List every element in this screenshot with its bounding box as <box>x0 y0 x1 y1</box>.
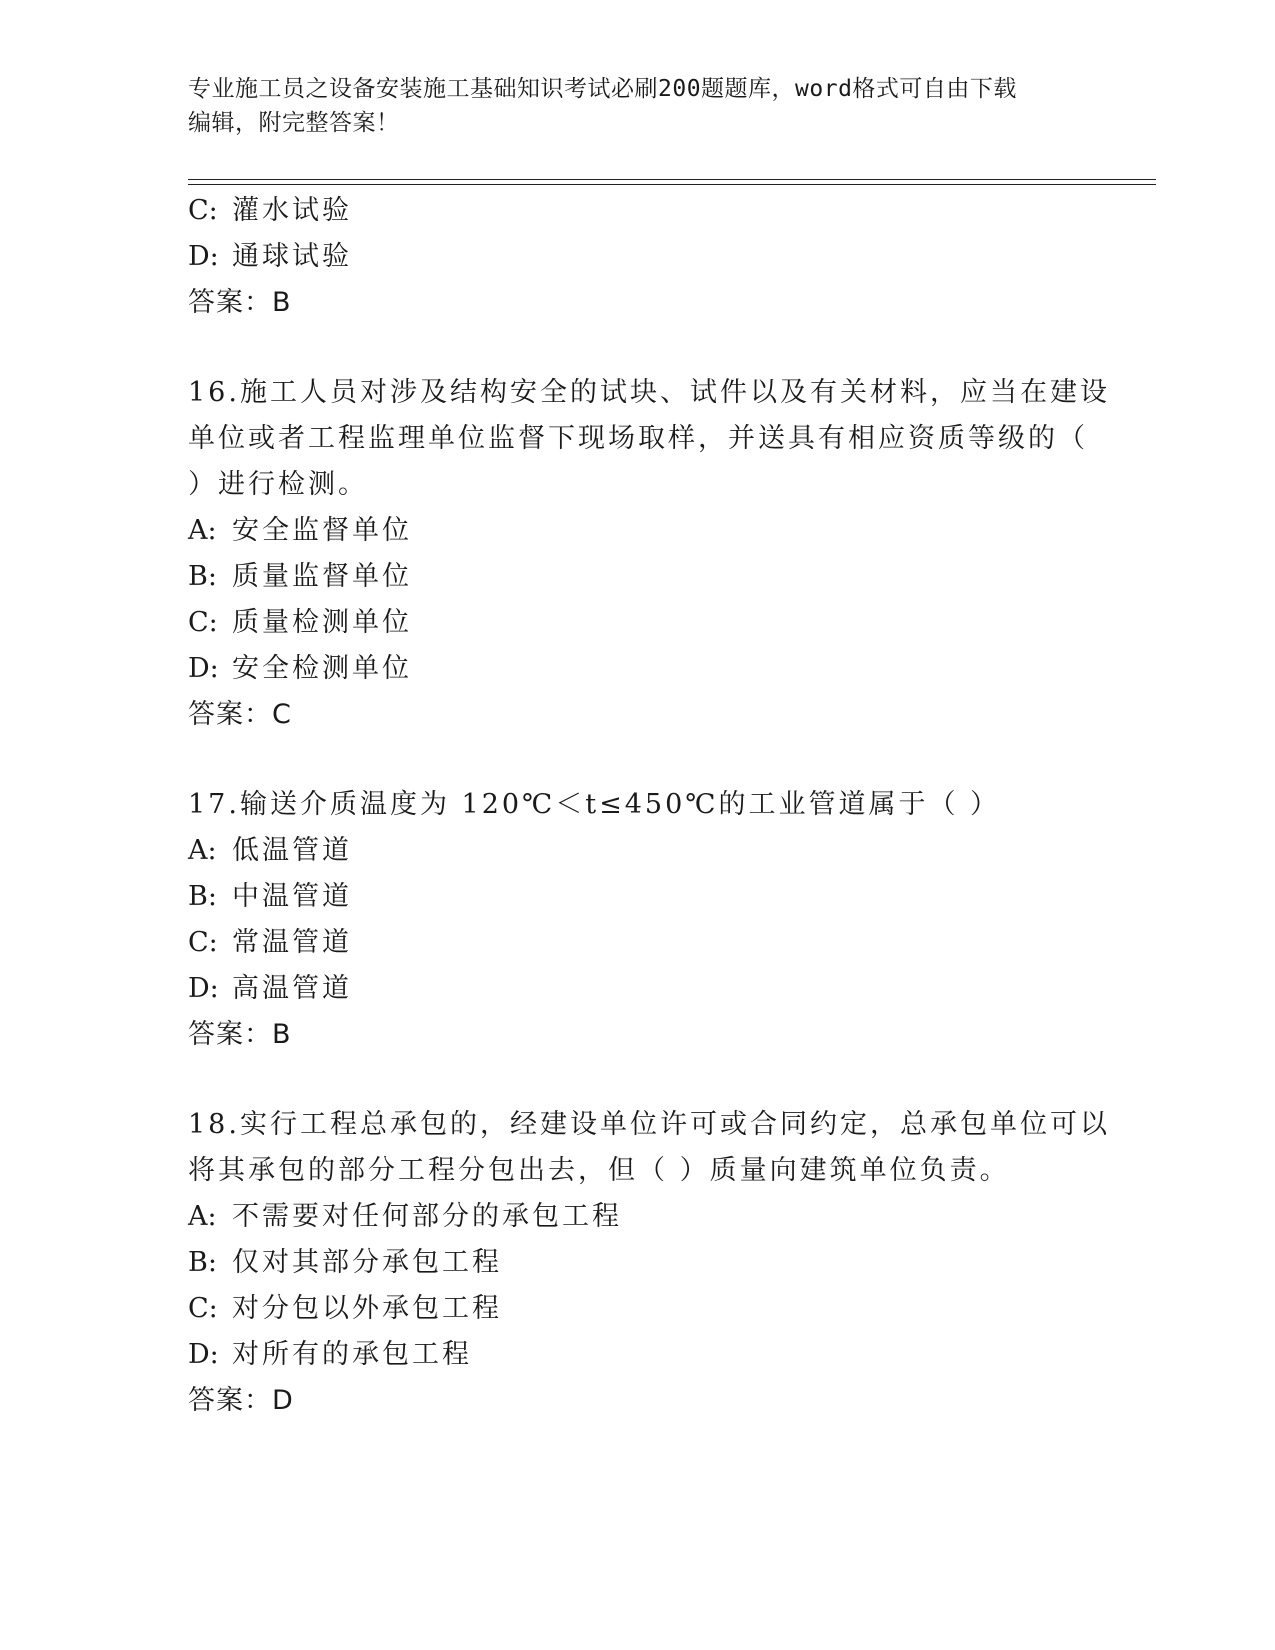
option-key: C: <box>188 607 218 638</box>
answer-line: 答案：C <box>188 699 292 730</box>
option-text: 低温管道 <box>232 835 352 866</box>
option-c <box>188 920 1088 966</box>
option-key: A: <box>188 835 217 866</box>
option-key: D: <box>188 973 219 1004</box>
answer-line: 答案：B <box>188 287 292 318</box>
document-body <box>188 188 1110 1424</box>
question-17 <box>188 782 1088 1058</box>
option-d <box>188 234 1088 280</box>
option-text: 灌水试验 <box>232 195 352 226</box>
question-text-line: 单位或者工程监理单位监督下现场取样，并送具有相应资质等级的（ <box>188 423 1088 454</box>
option-key: C: <box>188 927 218 958</box>
option-d <box>188 1332 1088 1378</box>
header-rule-bottom <box>188 184 1156 185</box>
question-text-line: 18.实行工程总承包的，经建设单位许可或合同约定，总承包单位可以 <box>188 1109 1110 1140</box>
option-text: 安全检测单位 <box>232 653 412 684</box>
answer-line: 答案：B <box>188 1019 292 1050</box>
question-15 <box>188 188 1088 326</box>
header-line-2: 编辑，附完整答案！ <box>188 110 400 136</box>
question-text-line: 16.施工人员对涉及结构安全的试块、试件以及有关材料，应当在建设 <box>188 377 1110 408</box>
option-c <box>188 188 1088 234</box>
option-d <box>188 966 1088 1012</box>
option-key: D: <box>188 1339 219 1370</box>
option-text: 中温管道 <box>232 881 352 912</box>
option-text: 仅对其部分承包工程 <box>232 1247 502 1278</box>
question-18 <box>188 1102 1110 1424</box>
option-a <box>188 508 1088 554</box>
option-text: 对分包以外承包工程 <box>232 1293 502 1324</box>
option-b <box>188 1240 1088 1286</box>
option-text: 安全监督单位 <box>232 515 412 546</box>
option-text: 常温管道 <box>232 927 352 958</box>
option-key: C: <box>188 1293 218 1324</box>
option-b <box>188 554 1088 600</box>
header-rule-top <box>188 179 1156 180</box>
option-key: D: <box>188 653 219 684</box>
option-key: B: <box>188 561 217 592</box>
option-b <box>188 874 1088 920</box>
question-text-line: 17.输送介质温度为 120℃＜t≤450℃的工业管道属于（ ） <box>188 789 1001 820</box>
question-16 <box>188 370 1110 738</box>
option-text: 质量检测单位 <box>232 607 412 638</box>
option-a <box>188 828 1088 874</box>
option-d <box>188 646 1088 692</box>
answer-line: 答案：D <box>188 1385 294 1416</box>
option-text: 对所有的承包工程 <box>232 1339 472 1370</box>
option-key: A: <box>188 515 217 546</box>
option-key: B: <box>188 881 217 912</box>
option-a <box>188 1194 1088 1240</box>
option-key: C: <box>188 195 218 226</box>
option-text: 质量监督单位 <box>232 561 412 592</box>
option-c <box>188 1286 1088 1332</box>
option-text: 不需要对任何部分的承包工程 <box>232 1201 622 1232</box>
option-text: 通球试验 <box>232 241 352 272</box>
option-key: B: <box>188 1247 217 1278</box>
option-text: 高温管道 <box>232 973 352 1004</box>
question-text-line: ）进行检测。 <box>188 469 368 500</box>
option-key: D: <box>188 241 219 272</box>
document-header <box>188 72 1088 140</box>
question-text-line: 将其承包的部分工程分包出去，但（ ）质量向建筑单位负责。 <box>188 1155 1010 1186</box>
header-line-1: 专业施工员之设备安装施工基础知识考试必刷200题题库，word格式可自由下载 <box>188 76 1017 102</box>
option-c <box>188 600 1088 646</box>
option-key: A: <box>188 1201 217 1232</box>
